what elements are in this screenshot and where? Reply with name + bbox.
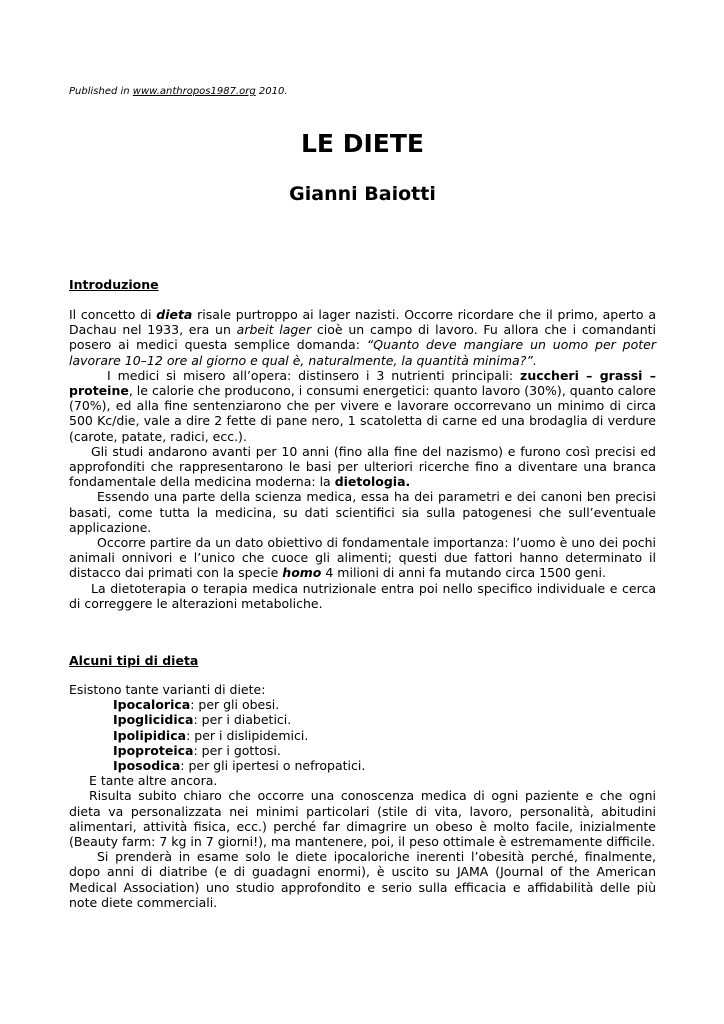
paragraph: Gli studi andarono avanti per 10 anni (fino alla fine del nazismo) e furono così precisi ed approfonditi che rappresentarono le basi per ulteriori ricerche fino a diventare una branca fondamentale della medicina moderna: la dietologia. <box>69 443 656 490</box>
paragraph: Si prenderà in esame solo le diete ipocaloriche inerenti l’obesità perché, finalmente, dopo anni di diatribe (e di guadagni enormi), è uscito su JAMA (Journal of the American Medical Association) uno studio approfondito e serio sulla efficacia e affidabilità delle più note diete commerciali. <box>69 849 656 910</box>
paragraph: Essendo una parte della scienza medica, essa ha dei parametri e dei canoni ben precisi basati, come tutta la medicina, su dati scientifici sia sulla patogenesi che sull’eventuale applicazione. <box>69 489 656 535</box>
diet-list <box>69 697 656 773</box>
published-note: Published in www.anthropos1987.org 2010. <box>69 86 288 97</box>
paragraph: Risulta subito chiaro che occorre una conoscenza medica di ogni paziente e che ogni dieta va personalizzata nei minimi particolari (stile di vita, lavoro, personalità, abitudini alimentari, attività fisica, ecc.) perché far dimagrire un obeso è molto facile, inizialmente (Beauty farm: 7 kg in 7 giorni!), ma mantenere, poi, il peso ottimale è estremamente difficile. <box>69 788 656 850</box>
document-title: LE DIETE <box>301 129 424 158</box>
paragraph: I medici si misero all’opera: distinsero i 3 nutrienti principali: zuccheri – grassi – proteine, le calorie che producono, i consumi energetici: quanto lavoro (30%), quanto calore (70%), ed alla fine sentenziarono che per vivere e lavorare occorrevano un minimo di circa 500 Kc/die, vale a dire 2 fette di pane nero, 1 scatoletta di carne ed una brodaglia di verdure (carote, patate, radici, ecc.). <box>69 367 656 444</box>
introduzione-body <box>69 307 656 611</box>
source-link[interactable]: www.anthropos1987.org <box>132 86 256 97</box>
list-item: Ipoglicidica: per i diabetici. <box>113 712 292 728</box>
list-item: Ipoproteica: per i gottosi. <box>113 742 281 758</box>
tipi-di-dieta-body <box>69 682 656 910</box>
section-heading-tipi-di-dieta: Alcuni tipi di dieta <box>69 653 199 668</box>
paragraph: La dietoterapia o terapia medica nutrizionale entra poi nello specifico individuale e cerca di correggere le alterazioni metaboliche. <box>69 580 656 611</box>
document-author: Gianni Baiotti <box>289 183 436 205</box>
list-tail: E tante altre ancora. <box>89 773 218 789</box>
list-item: Iposodica: per gli ipertesi o nefropatici. <box>113 758 366 774</box>
paragraph: Il concetto di dieta risale purtroppo ai lager nazisti. Occorre ricordare che il primo, aperto a Dachau nel 1933, era un arbeit lager cioè un campo di lavoro. Fu allora che i comandanti posero ai medici questa semplice domanda: “Quanto deve mangiare un uomo per poter lavorare 10–12 ore al giorno e qual è, naturalmente, la quantità minima?”. <box>69 307 657 368</box>
list-item: Ipolipidica: per i dislipidemici. <box>113 727 309 743</box>
section-heading-introduzione: Introduzione <box>69 277 159 292</box>
list-item: Ipocalorica: per gli obesi. <box>113 697 280 713</box>
list-intro: Esistono tante varianti di diete: <box>69 682 266 697</box>
paragraph: Occorre partire da un dato obiettivo di fondamentale importanza: l’uomo è uno dei pochi animali onnivori e l’unico che cuoce gli alimenti; questi due fattori hanno determinato il distacco dai primati con la specie homo 4 milioni di anni fa mutando circa 1500 geni. <box>69 535 656 581</box>
